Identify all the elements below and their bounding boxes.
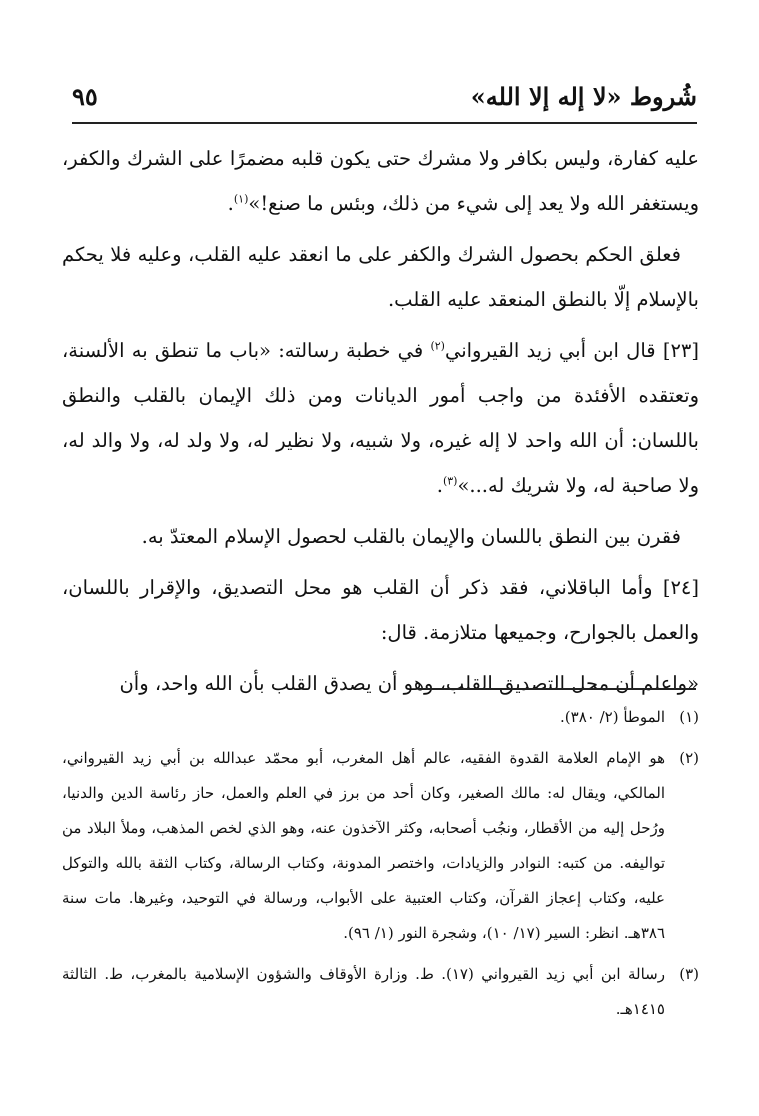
paragraph: [٢٤] وأما الباقلاني، فقد ذكر أن القلب هو محل التصديق، والإقرار باللسان، والعمل بالجوارح، وجميعها متلازمة. قال: bbox=[62, 576, 699, 644]
footnote bbox=[62, 741, 699, 951]
footnote bbox=[62, 957, 699, 1027]
running-header bbox=[72, 78, 697, 124]
paragraph: فعلق الحكم بحصول الشرك والكفر على ما انعقد عليه القلب، وعليه فلا يحكم بالإسلام إلّا بالنطق المنعقد عليه القلب. bbox=[62, 243, 699, 311]
footnote-text: الموطأ (٢/ ٣٨٠). bbox=[560, 708, 665, 726]
footnote-separator bbox=[418, 688, 696, 690]
page-number: ٩٥ bbox=[72, 82, 98, 111]
footnote-ref[interactable]: (١) bbox=[233, 192, 249, 206]
footnote-number: (١) bbox=[679, 708, 699, 726]
footnote-ref[interactable]: (٣) bbox=[442, 474, 458, 488]
footnote-ref[interactable]: (٢) bbox=[430, 339, 445, 353]
running-title: شُروط «لا إله إلا الله» bbox=[470, 82, 697, 111]
main-text bbox=[62, 136, 699, 712]
paragraph: عليه كفارة، وليس بكافر ولا مشرك حتى يكون قلبه مضمرًا على الشرك والكفر، ويستغفر الله ولا يعد إلى شيء من ذلك، وبئس ما صنع!»$^{(١)}$. bbox=[62, 147, 699, 215]
paragraph: «واعلم أن محل التصديق القلب، وهو أن يصدق القلب بأن الله واحد، وأن bbox=[119, 672, 699, 695]
footnote-number: (٢) bbox=[679, 749, 699, 767]
footnote-number: (٣) bbox=[679, 965, 699, 983]
footnote-text: رسالة ابن أبي زيد القيرواني (١٧). ط. وزارة الأوقاف والشؤون الإسلامية بالمغرب، ط. الثالثة ١٤١٥هـ. bbox=[62, 965, 665, 1018]
paragraph: فقرن بين النطق باللسان والإيمان بالقلب لحصول الإسلام المعتدّ به. bbox=[141, 525, 681, 548]
footnotes bbox=[62, 700, 699, 1033]
footnote bbox=[62, 700, 699, 735]
footnote-text: هو الإمام العلامة القدوة الفقيه، عالم أهل المغرب، أبو محمّد عبدالله بن أبي زيد القيرواني، المالكي، ويقال له: مالك الصغير، وكان أحد من برز في العلم والعمل، حاز رئاسة الدين والدنيا، ورُحل إليه من الأقطار، ونجُب أصحابه، وكثر الآخذون عنه، وهو الذي لخص المذهب، وملأ البلاد من تواليفه. من كتبه: النوادر والزيادات، واختصر المدونة، وكتاب الرسالة، وكتاب الثقة بالله والتوكل عليه، وكتاب إعجاز القرآن، وكتاب العتبية على الأبواب، ورسالة في التوحيد، وغيرها. مات سنة ٣٨٦هـ. انظر: السير (١٧/ ١٠)، وشجرة النور (١/ ٩٦). bbox=[62, 749, 665, 942]
paragraph: [٢٣] قال ابن أبي زيد القيرواني$^{(٢)}$ في خطبة رسالته: «باب ما تنطق به الألسنة، وتعتقده الأفئدة من واجب أمور الديانات ومن ذلك الإيمان بالقلب والنطق باللسان: أن الله واحد لا إله غيره، ولا شبيه، ولا نظير له، ولا ولد له، ولا والد له، ولا صاحبة له، ولا شريك له...»$^{(٣)}$. bbox=[62, 339, 699, 497]
